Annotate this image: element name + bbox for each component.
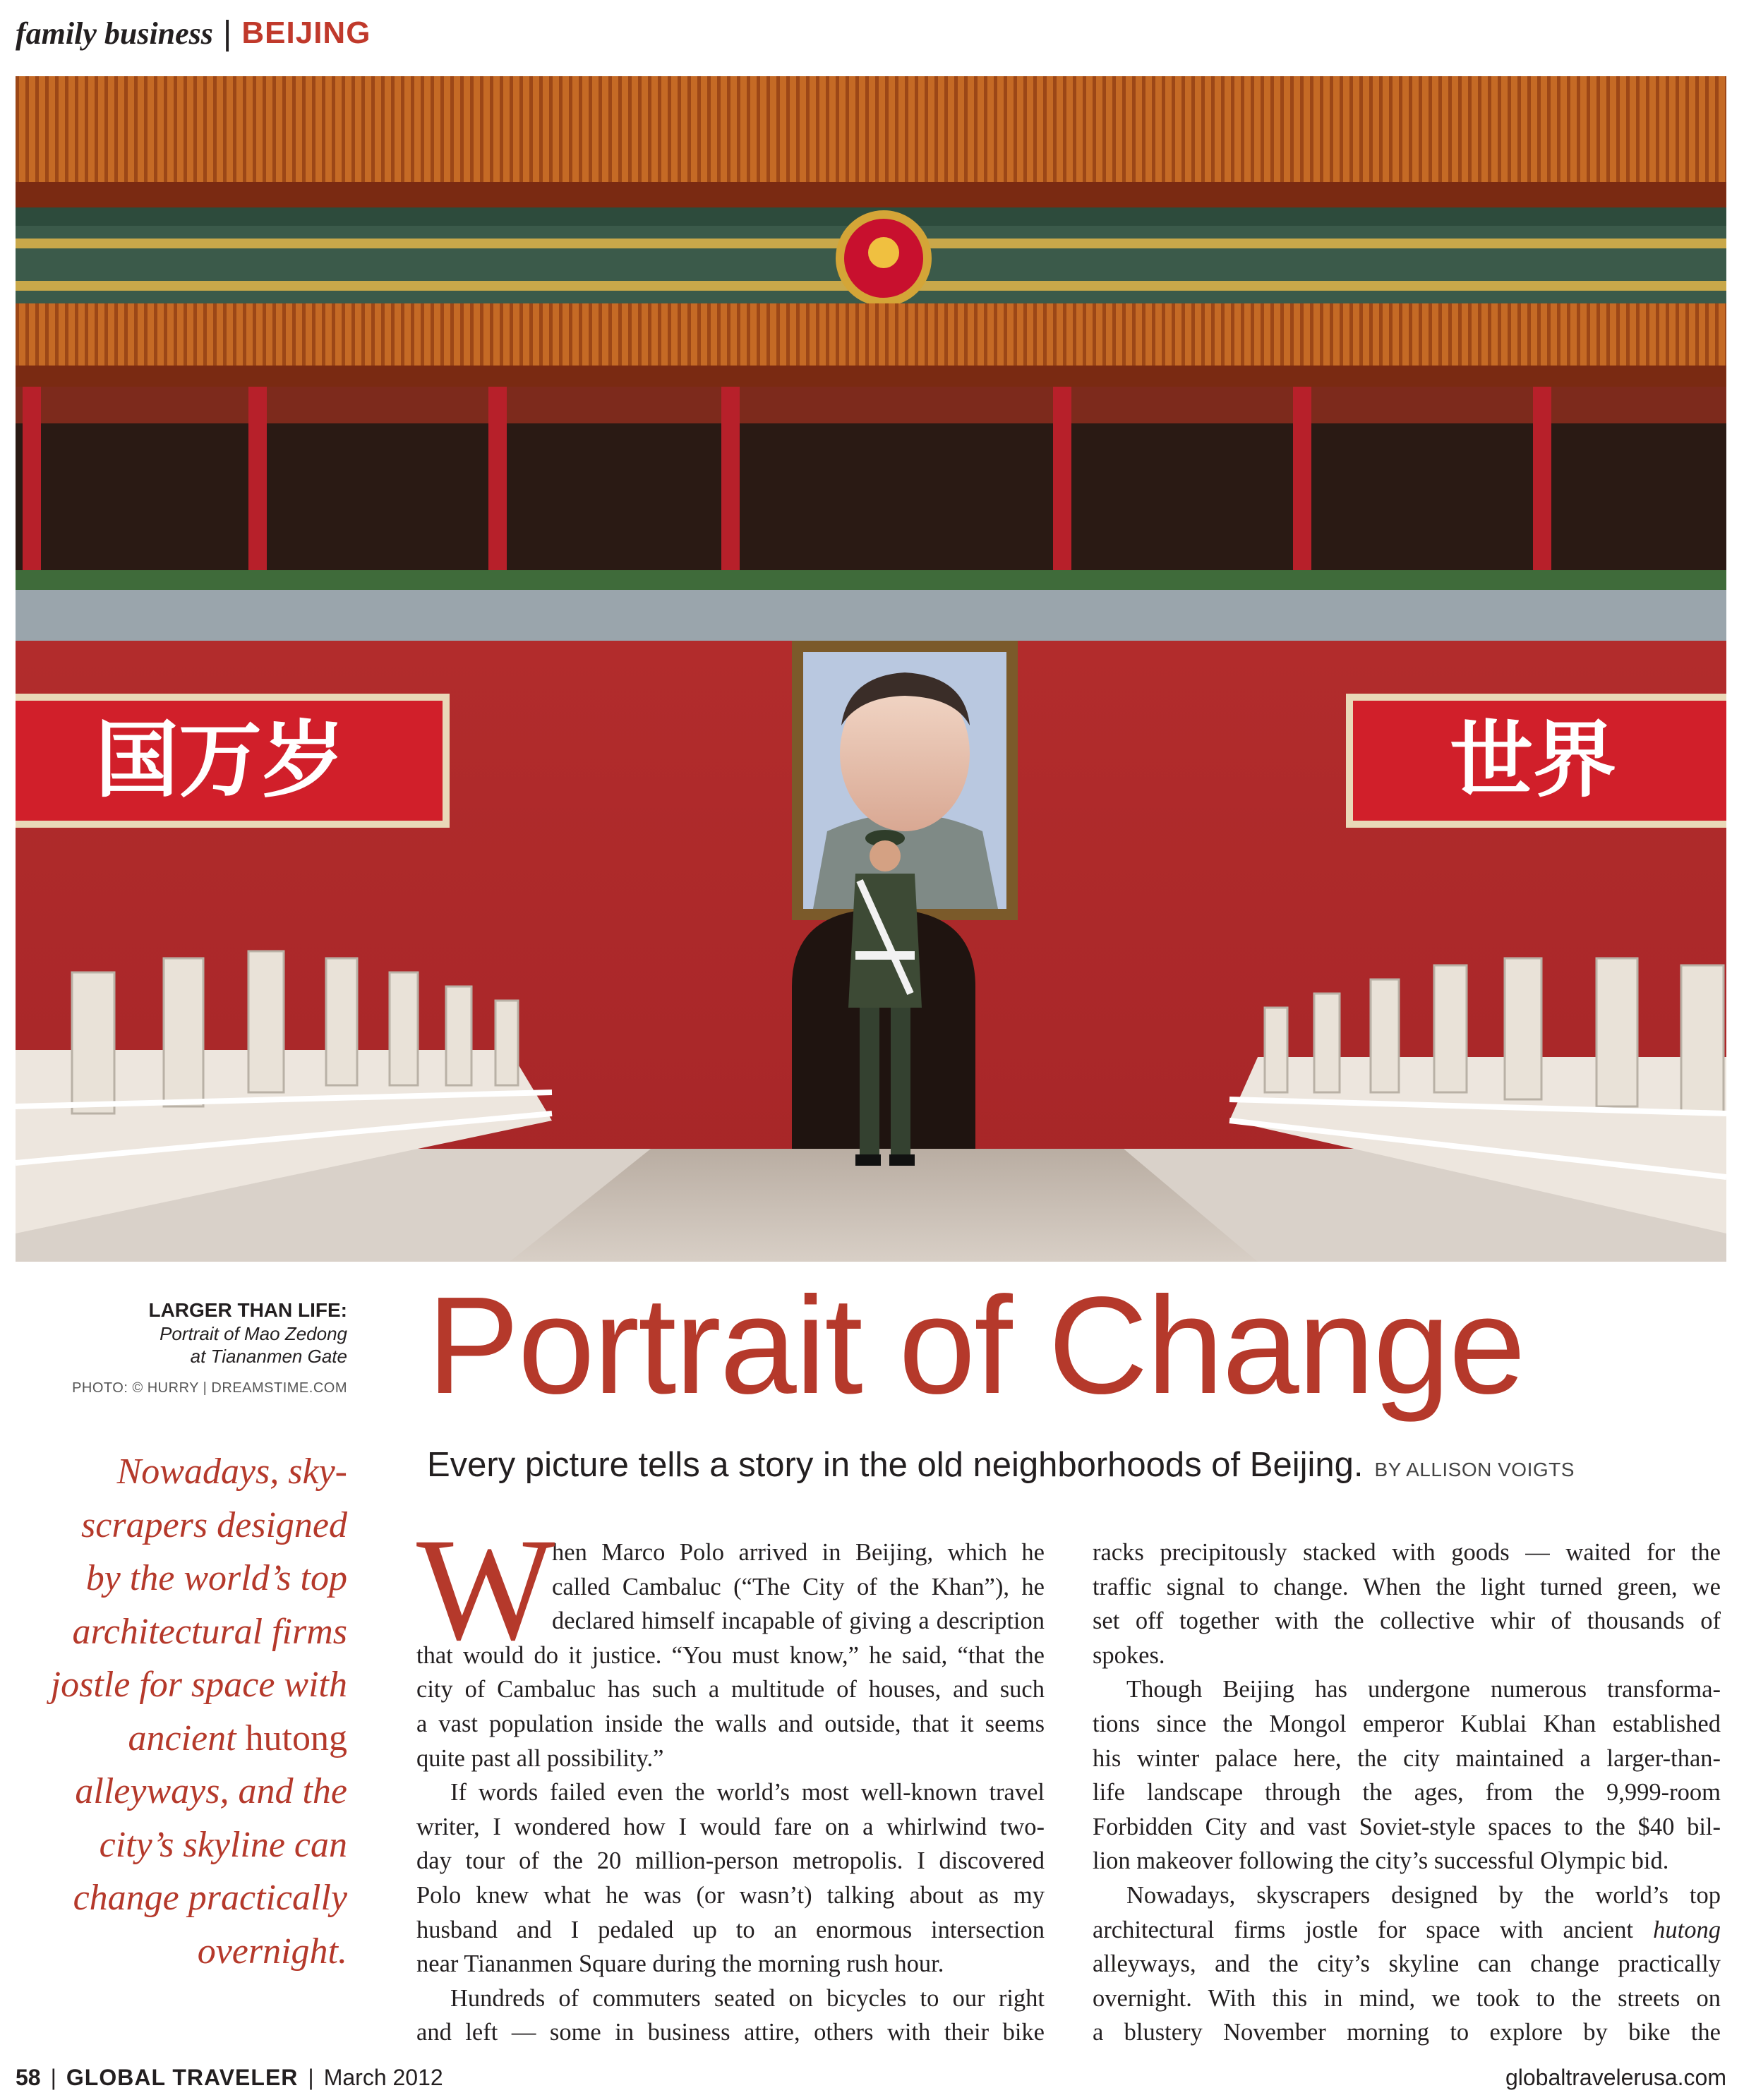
body-fragment: architectural firms jostle for space with ancient [1093, 1916, 1654, 1943]
photo-caption [42, 1298, 347, 1396]
caption-heading: LARGER THAN LIFE: [148, 1299, 347, 1321]
city-label: BEIJING [241, 16, 371, 50]
magazine-name: GLOBAL TRAVELER [66, 2065, 299, 2090]
body-line: declared himself incapable of giving a description [552, 1607, 1045, 1635]
body-line: called Cambaluc (“The City of the Khan”), he [552, 1573, 1045, 1600]
body-line: set off together with the collective whir of thousands of [1093, 1607, 1721, 1635]
pull-quote [21, 1445, 347, 1978]
article-deck [427, 1445, 1575, 1485]
right-banner-text: 世界 [1449, 711, 1617, 809]
pull-quote-fragment: ancient [128, 1718, 246, 1758]
body-line: alleyways, and the city’s skyline can change practically [1093, 1950, 1721, 1978]
body-column-1 [416, 1508, 1045, 2050]
body-line: that would do it justice. “You must know,” he said, “that the [416, 1641, 1045, 1669]
body-line: city of Cambaluc has such a multitude of houses, and such [416, 1676, 1045, 1703]
article-title: Portrait of Change [427, 1268, 1525, 1423]
body-column-2 [1093, 1535, 1721, 2050]
deck-text: Every picture tells a story in the old neighborhoods of Beijing. [427, 1446, 1364, 1484]
pull-quote-line: change practically [73, 1878, 347, 1918]
pull-quote-line: city’s skyline can [99, 1824, 347, 1865]
body-line: a vast population inside the walls and outside, that it seems [416, 1710, 1045, 1737]
page-number: 58 [16, 2065, 41, 2090]
body-line: tions since the Mongol emperor Kublai Khan established [1093, 1710, 1721, 1737]
page-footer [16, 2065, 1726, 2096]
footer-divider: | [308, 2065, 314, 2090]
pull-quote-line: Nowadays, sky- [116, 1452, 347, 1492]
website-link[interactable]: globaltravelerusa.com [1505, 2065, 1726, 2090]
body-line: lion makeover following the city’s successful Olympic bid. [1093, 1847, 1669, 1875]
body-italic-word: hutong [1653, 1916, 1721, 1943]
body-line: writer, I wondered how I would fare on a whirlwind two- [416, 1813, 1045, 1840]
body-line: and left — some in business attire, others with their bike [416, 2019, 1045, 2046]
body-line: Though Beijing has undergone numerous transforma- [1126, 1676, 1721, 1703]
body-line: Nowadays, skyscrapers designed by the world’s top [1126, 1881, 1721, 1909]
body-line: quite past all possibility.” [416, 1744, 664, 1772]
body-line: If words failed even the world’s most well-known travel [450, 1779, 1045, 1806]
pull-quote-line: jostle for space with [50, 1665, 347, 1705]
section-label: family business [16, 16, 213, 51]
section-header [16, 8, 371, 58]
pull-quote-line: scrapers designed [81, 1504, 347, 1545]
body-line: his winter palace here, the city maintained a larger-than- [1093, 1744, 1721, 1772]
photo-credit: PHOTO: © HURRY | DREAMSTIME.COM [72, 1380, 347, 1396]
pull-quote-line: overnight. [197, 1931, 347, 1972]
body-line: traffic signal to change. When the light turned green, we [1093, 1573, 1721, 1600]
body-line: near Tiananmen Square during the morning rush hour. [416, 1950, 944, 1978]
caption-line: at Tiananmen Gate [190, 1346, 347, 1367]
issue-date: March 2012 [323, 2065, 443, 2090]
pull-quote-line: by the world’s top [85, 1558, 347, 1598]
pull-quote-line: alleyways, and the [75, 1771, 347, 1811]
body-line: a blustery November morning to explore by bike the [1093, 2019, 1721, 2046]
body-line [1093, 1913, 1721, 1948]
byline: BY ALLISON VOIGTS [1374, 1459, 1575, 1480]
pull-quote-roman-word: hutong [245, 1718, 347, 1758]
left-banner-text: 国万岁 [95, 711, 346, 809]
pull-quote-line: architectural firms [72, 1611, 347, 1652]
body-line: husband and I pedaled up to an enormous intersection [416, 1916, 1045, 1943]
footer-folio [16, 2065, 443, 2091]
footer-divider: | [50, 2065, 56, 2090]
tiananmen-gate-photo [16, 76, 1726, 1262]
pull-quote-line [21, 1712, 347, 1766]
body-line: Forbidden City and vast Soviet-style spaces to the $40 bil- [1093, 1813, 1721, 1840]
drop-cap: W [416, 1508, 555, 1670]
body-line: spokes. [1093, 1641, 1165, 1669]
body-line: overnight. With this in mind, we took to the streets on [1093, 1984, 1721, 2012]
body-line: Polo knew what he was (or wasn’t) talking about as my [416, 1881, 1045, 1909]
body-line: Hundreds of commuters seated on bicycles to our right [450, 1984, 1045, 2012]
header-divider: | [222, 14, 232, 52]
body-line: day tour of the 20 million-person metropolis. I discovered [416, 1847, 1045, 1875]
body-line: life landscape through the ages, from the 9,999-room [1093, 1779, 1721, 1806]
caption-line: Portrait of Mao Zedong [160, 1323, 347, 1344]
body-line: racks precipitously stacked with goods — waited for the [1093, 1539, 1721, 1566]
body-line: hen Marco Polo arrived in Beijing, which he [552, 1539, 1045, 1566]
